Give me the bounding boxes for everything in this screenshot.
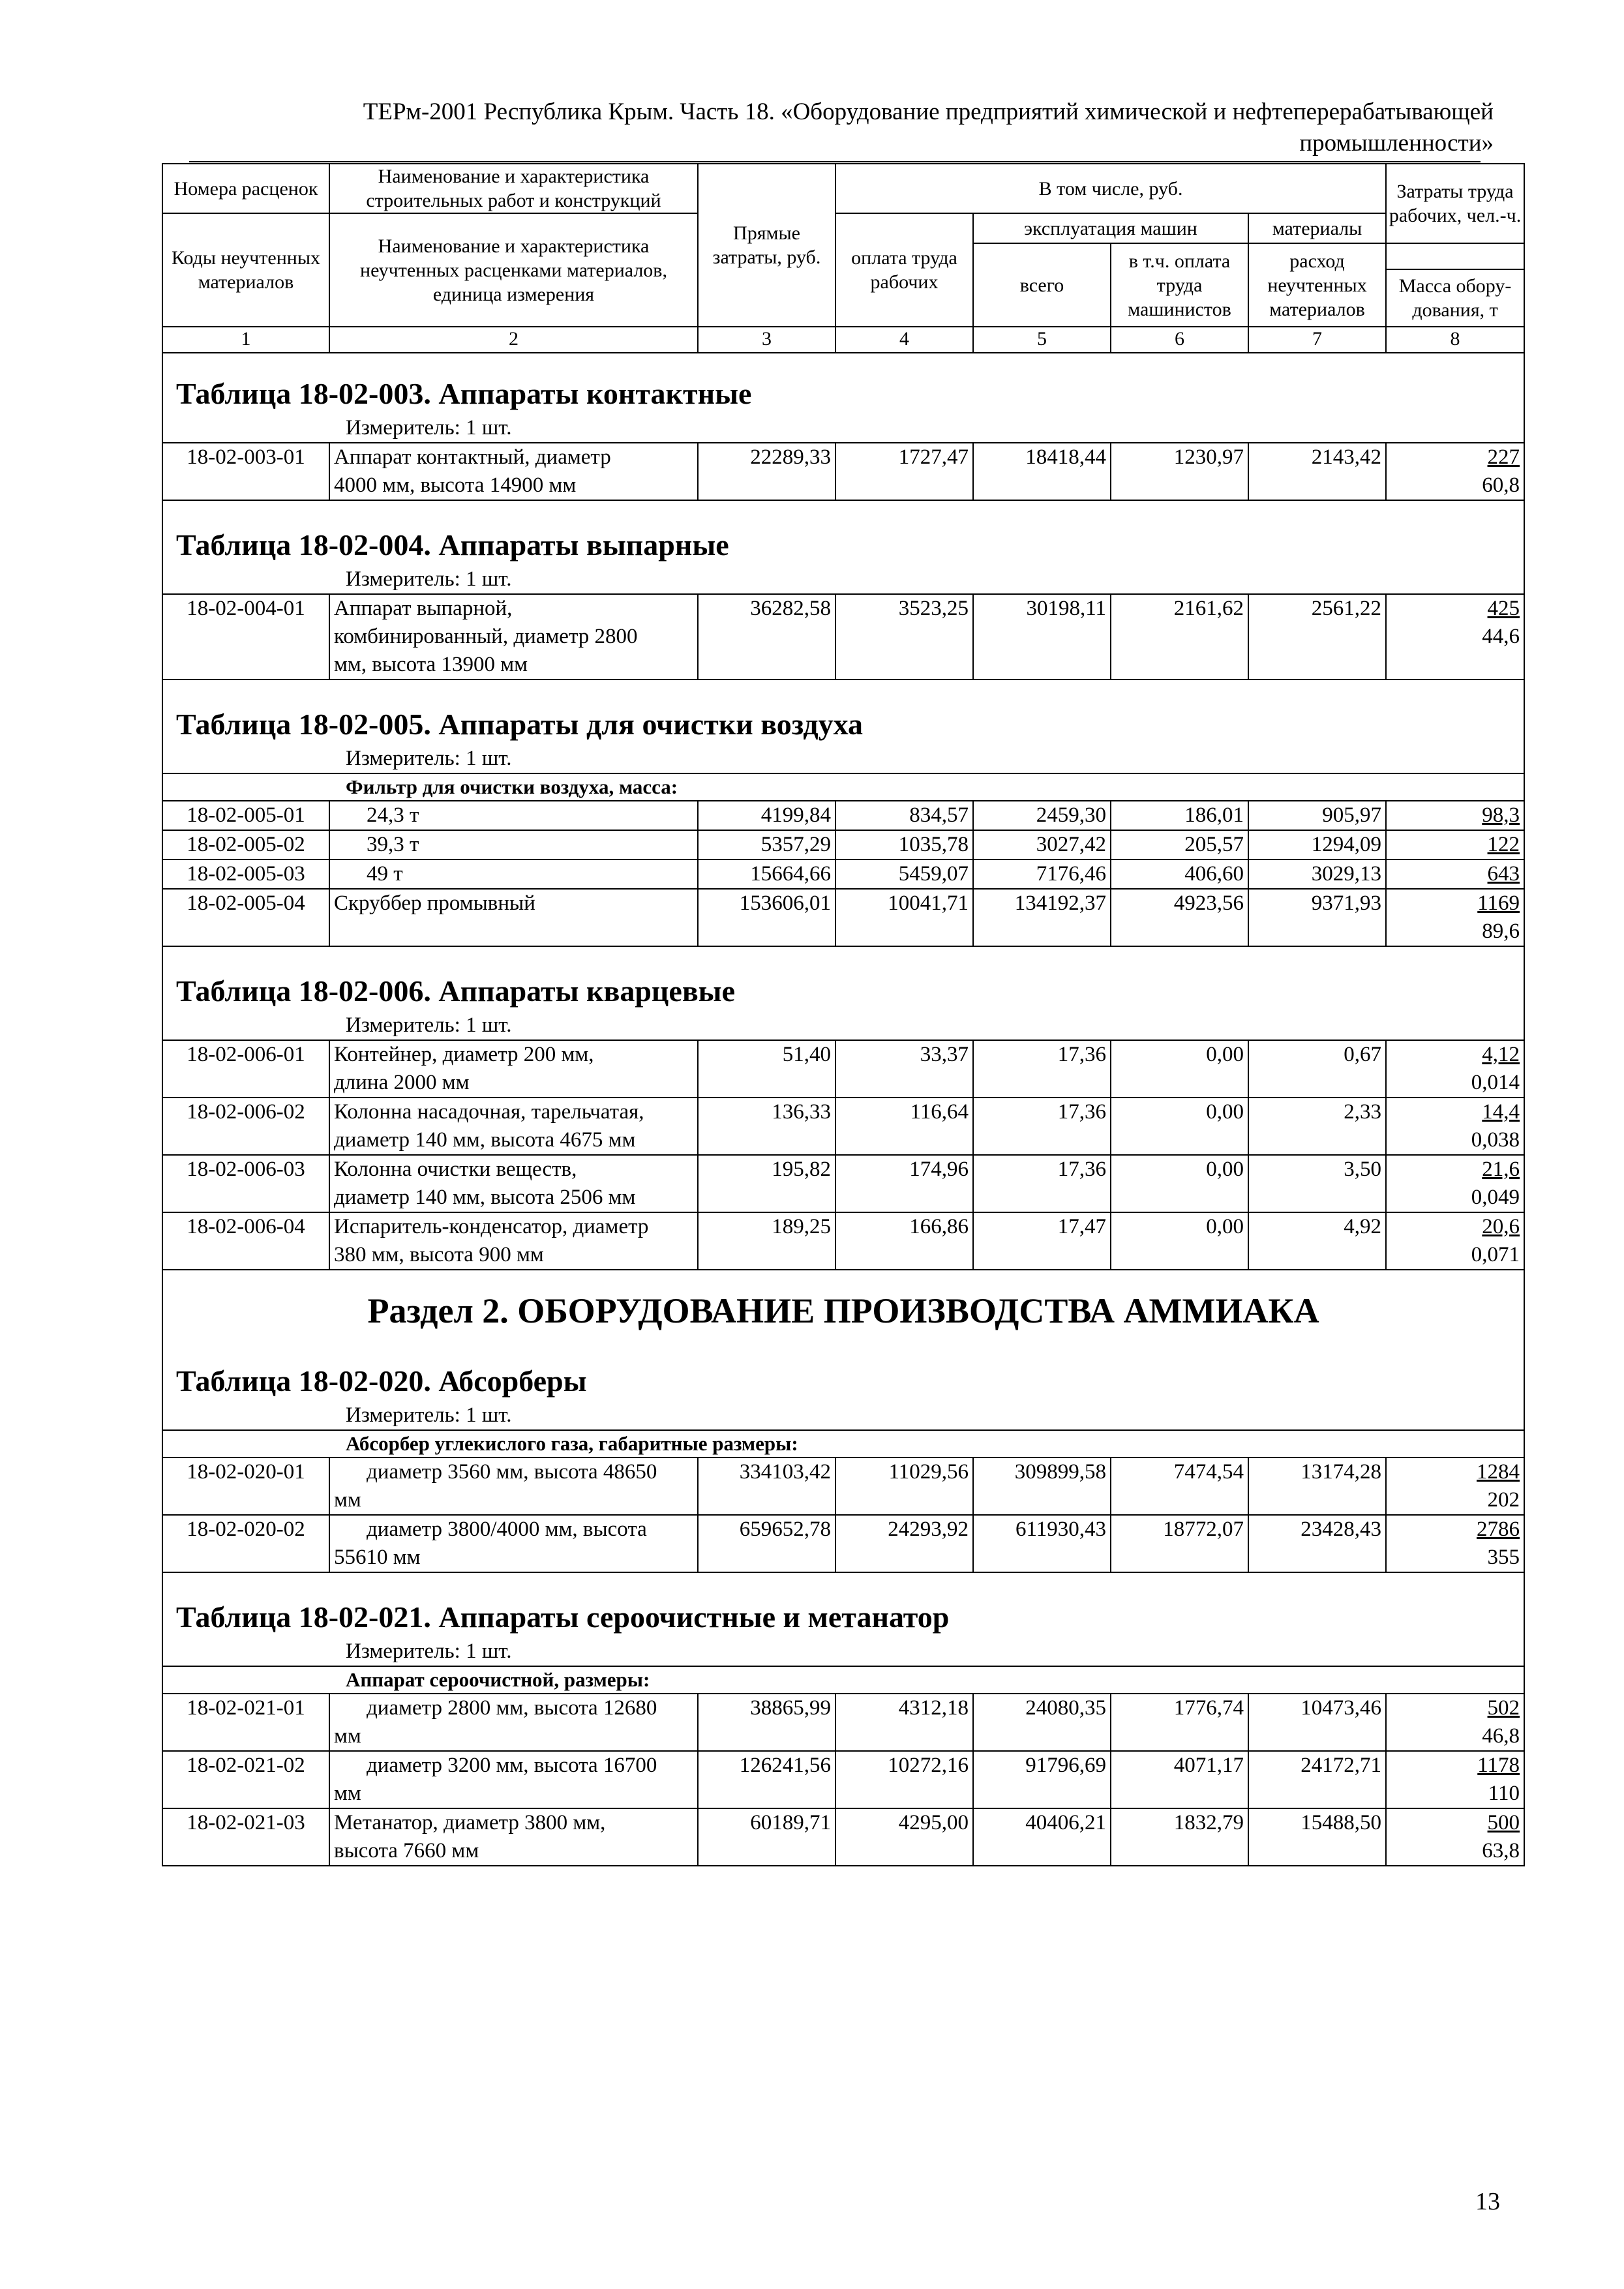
rate-name [329,889,698,946]
rate-name-line: Аппарат контактный, диаметр [334,445,611,469]
value-c5: 91796,69 [973,1751,1111,1808]
value-c5: 134192,37 [973,889,1111,946]
column-number: 8 [1386,327,1524,353]
rate-name-line: длина 2000 мм [334,1071,470,1094]
measure-label: Измеритель: 1 шт. [162,745,1524,773]
table-row [162,594,1524,680]
equipment-mass: 46,8 [1482,1724,1520,1748]
labor-mass-cell [1386,1155,1524,1212]
rate-name-line: 380 мм, высота 900 мм [334,1243,544,1266]
table-title-row [162,376,1524,415]
labor-mass-cell [1386,1040,1524,1098]
labor-cost-value: 20,6 [1482,1215,1520,1238]
value-c5: 24080,35 [973,1694,1111,1751]
rate-name-line: 49 т [367,862,403,886]
rate-name-line: диаметр 140 мм, высота 4675 мм [334,1128,636,1152]
value-c5: 30198,11 [973,594,1111,680]
running-header-line-1: ТЕРм-2001 Республика Крым. Часть 18. «Оборудование предприятий химической и нефтеперерабатывающей [363,98,1494,125]
value-c7: 905,97 [1248,801,1386,830]
spacer-row [162,1337,1524,1363]
rate-name-line: Колонна очистки веществ, [334,1158,577,1181]
rate-name-line: мм, высота 13900 мм [334,653,528,676]
equipment-mass: 202 [1487,1488,1520,1512]
value-c7: 13174,28 [1248,1458,1386,1515]
column-number: 3 [698,327,835,353]
equipment-mass: 110 [1488,1782,1520,1805]
measure-label: Измеритель: 1 шт. [162,1402,1524,1430]
labor-cost [1391,1458,1520,1486]
labor-mass-cell [1386,1515,1524,1572]
spacer-row [162,1572,1524,1599]
value-c7: 2143,42 [1248,443,1386,500]
rate-code: 18-02-006-03 [162,1155,329,1212]
section-title-row [162,1290,1524,1337]
value-c4: 3523,25 [835,594,973,680]
value-c4: 4295,00 [835,1808,973,1866]
table-title-row [162,527,1524,566]
labor-cost-value: 122 [1487,833,1520,856]
value-c5: 17,47 [973,1212,1111,1270]
labor-mass-cell [1386,860,1524,889]
column-number: 4 [835,327,973,353]
labor-cost-value: 1284 [1477,1460,1520,1484]
value-c3: 38865,99 [698,1694,835,1751]
rate-name [329,1155,698,1212]
labor-cost [1391,860,1520,888]
labor-mass-cell [1386,443,1524,500]
col8-header-top-cont [1386,243,1524,269]
table-row [162,1212,1524,1270]
labor-mass-cell [1386,1808,1524,1866]
rate-code: 18-02-004-01 [162,594,329,680]
table-title: Таблица 18-02-004. Аппараты выпарные [162,527,1524,566]
rate-code: 18-02-020-02 [162,1515,329,1572]
value-c6: 0,00 [1111,1155,1248,1212]
value-c3: 334103,42 [698,1458,835,1515]
value-c4: 10272,16 [835,1751,973,1808]
col8-header-bottom: Масса обору-дования, т [1386,269,1524,327]
rate-name-line: Аппарат выпарной, [334,597,513,620]
value-c6: 7474,54 [1111,1458,1248,1515]
labor-mass-cell [1386,1751,1524,1808]
labor-cost [1391,1516,1520,1544]
labor-mass-cell [1386,801,1524,830]
group-heading: Абсорбер углекислого газа, габаритные размеры: [162,1430,1524,1458]
value-c3: 36282,58 [698,594,835,680]
col2-header-top: Наименование и характеристика строительных работ и конструкций [329,164,698,213]
materials-header: материалы [1248,213,1386,243]
value-c6: 18772,07 [1111,1515,1248,1572]
table-title: Таблица 18-02-003. Аппараты контактные [162,376,1524,415]
rate-name [329,1458,698,1515]
table-row [162,889,1524,946]
equipment-mass: 0,014 [1471,1071,1520,1094]
value-c5: 40406,21 [973,1808,1111,1866]
value-c3: 126241,56 [698,1751,835,1808]
table-row [162,1155,1524,1212]
value-c6: 1832,79 [1111,1808,1248,1866]
rate-name-line: диаметр 3800/4000 мм, высота [367,1518,647,1541]
measure-row [162,1012,1524,1040]
group-heading: Фильтр для очистки воздуха, масса: [162,773,1524,801]
rate-code: 18-02-021-03 [162,1808,329,1866]
rate-name-line: Колонна насадочная, тарельчатая, [334,1100,644,1124]
rate-name [329,1808,698,1866]
value-c6: 1230,97 [1111,443,1248,500]
value-c5: 3027,42 [973,830,1111,860]
rate-code: 18-02-006-01 [162,1040,329,1098]
labor-mass-cell [1386,889,1524,946]
running-header-line-2: промышленности» [1299,130,1494,157]
group-heading: Аппарат сероочистной, размеры: [162,1666,1524,1694]
measure-row [162,566,1524,594]
value-c5: 17,36 [973,1098,1111,1155]
rates-table [162,163,1525,1866]
value-c6: 1776,74 [1111,1694,1248,1751]
value-c3: 15664,66 [698,860,835,889]
value-c5: 17,36 [973,1155,1111,1212]
equipment-mass: 60,8 [1482,473,1520,497]
value-c7: 3,50 [1248,1155,1386,1212]
value-c7: 4,92 [1248,1212,1386,1270]
labor-cost-value: 14,4 [1482,1100,1520,1124]
rate-name [329,1694,698,1751]
labor-cost [1391,1213,1520,1241]
rate-name [329,1212,698,1270]
labor-cost [1391,1809,1520,1837]
value-c7: 2561,22 [1248,594,1386,680]
value-c6: 205,57 [1111,830,1248,860]
value-c7: 2,33 [1248,1098,1386,1155]
rate-name [329,801,698,830]
value-c4: 10041,71 [835,889,973,946]
rate-name-line: диаметр 2800 мм, высота 12680 [367,1696,657,1720]
table-row [162,1458,1524,1515]
rate-name [329,830,698,860]
table-title: Таблица 18-02-006. Аппараты кварцевые [162,973,1524,1012]
rate-name [329,443,698,500]
value-c7: 3029,13 [1248,860,1386,889]
labor-cost-value: 4,12 [1482,1043,1520,1066]
table-title: Таблица 18-02-005. Аппараты для очистки воздуха [162,706,1524,745]
table-body [162,353,1524,1866]
value-c3: 22289,33 [698,443,835,500]
labor-cost [1391,831,1520,859]
value-c6: 0,00 [1111,1098,1248,1155]
labor-cost [1391,1041,1520,1069]
section-title: Раздел 2. ОБОРУДОВАНИЕ ПРОИЗВОДСТВА АММИАКА [162,1290,1524,1337]
col3-header: Прямые затраты, руб. [698,164,835,327]
table-row [162,1751,1524,1808]
table-row [162,1694,1524,1751]
equipment-mass: 44,6 [1482,625,1520,648]
spacer-row [162,680,1524,706]
labor-mass-cell [1386,1212,1524,1270]
rate-name-line: мм [334,1488,361,1512]
value-c4: 24293,92 [835,1515,973,1572]
col6-header: в т.ч. оплата труда машинистов [1111,243,1248,327]
rate-name [329,1098,698,1155]
labor-mass-cell [1386,1098,1524,1155]
table-row [162,1515,1524,1572]
value-c5: 611930,43 [973,1515,1111,1572]
column-number: 6 [1111,327,1248,353]
value-c3: 51,40 [698,1040,835,1098]
labor-cost-value: 425 [1487,597,1520,620]
value-c5: 2459,30 [973,801,1111,830]
rate-name [329,594,698,680]
value-c4: 5459,07 [835,860,973,889]
value-c3: 60189,71 [698,1808,835,1866]
labor-cost [1391,443,1520,471]
table-title: Таблица 18-02-021. Аппараты сероочистные и метанатор [162,1599,1524,1638]
equipment-mass: 0,071 [1471,1243,1520,1266]
rate-name-line: диаметр 140 мм, высота 2506 мм [334,1186,636,1209]
rate-name-line: Скруббер промывный [334,891,535,915]
value-c4: 166,86 [835,1212,973,1270]
table-title: Таблица 18-02-020. Абсорберы [162,1363,1524,1402]
value-c5: 17,36 [973,1040,1111,1098]
column-number: 2 [329,327,698,353]
labor-mass-cell [1386,830,1524,860]
equipment-mass: 0,038 [1471,1128,1520,1152]
measure-label: Измеритель: 1 шт. [162,1012,1524,1040]
table-title-row [162,1363,1524,1402]
table-row [162,1098,1524,1155]
measure-row [162,1402,1524,1430]
value-c4: 174,96 [835,1155,973,1212]
column-number: 5 [973,327,1111,353]
measure-row [162,415,1524,443]
measure-row [162,745,1524,773]
value-c7: 1294,09 [1248,830,1386,860]
value-c7: 0,67 [1248,1040,1386,1098]
labor-cost [1391,595,1520,623]
spacer-row [162,353,1524,376]
labor-cost [1391,1156,1520,1184]
rate-code: 18-02-005-04 [162,889,329,946]
group-heading-row [162,1666,1524,1694]
group-heading-row [162,773,1524,801]
rate-name-line: диаметр 3200 мм, высота 16700 [367,1754,657,1777]
table-title-row [162,706,1524,745]
labor-cost [1391,801,1520,830]
column-numbers-row [162,327,1524,353]
labor-mass-cell [1386,594,1524,680]
col4-header: оплата труда рабочих [835,213,973,327]
value-c7: 9371,93 [1248,889,1386,946]
col1-header-top: Номера расценок [162,164,329,213]
value-c3: 195,82 [698,1155,835,1212]
rate-name-line: Контейнер, диаметр 200 мм, [334,1043,594,1066]
table-row [162,860,1524,889]
column-number: 1 [162,327,329,353]
value-c6: 0,00 [1111,1212,1248,1270]
labor-cost-value: 227 [1487,445,1520,469]
rate-name [329,1040,698,1098]
value-c6: 4071,17 [1111,1751,1248,1808]
rate-name-line: 4000 мм, высота 14900 мм [334,473,577,497]
rate-name-line: 39,3 т [367,833,419,856]
measure-label: Измеритель: 1 шт. [162,566,1524,594]
value-c5: 7176,46 [973,860,1111,889]
equipment-mass: 89,6 [1482,920,1520,943]
rate-name-line: высота 7660 мм [334,1839,479,1863]
col7-header: расход неучтенных материалов [1248,243,1386,327]
rate-code: 18-02-005-02 [162,830,329,860]
value-c3: 136,33 [698,1098,835,1155]
value-c3: 153606,01 [698,889,835,946]
col2-header-bottom: Наименование и характеристика неучтенных расценками материалов, единица измерения [329,213,698,327]
labor-cost-value: 502 [1487,1696,1520,1720]
col1-header-bottom: Коды неучтенных материалов [162,213,329,327]
equipment-mass: 63,8 [1482,1839,1520,1863]
incl-header: В том числе, руб. [835,164,1386,213]
labor-cost [1391,890,1520,918]
equipment-mass: 0,049 [1471,1186,1520,1209]
value-c4: 116,64 [835,1098,973,1155]
labor-cost-value: 1178 [1477,1754,1520,1777]
rate-name-line: мм [334,1782,361,1805]
value-c7: 24172,71 [1248,1751,1386,1808]
rate-name-line: комбинированный, диаметр 2800 [334,625,638,648]
header-rule [189,161,1481,162]
value-c6: 4923,56 [1111,889,1248,946]
group-heading-row [162,1430,1524,1458]
value-c6: 406,60 [1111,860,1248,889]
labor-cost-value: 1169 [1477,891,1520,915]
table-row [162,443,1524,500]
spacer-row [162,946,1524,973]
value-c7: 10473,46 [1248,1694,1386,1751]
page-number: 13 [1475,2188,1500,2215]
table-title-row [162,1599,1524,1638]
column-number: 7 [1248,327,1386,353]
rate-name [329,1751,698,1808]
value-c4: 1727,47 [835,443,973,500]
rate-code: 18-02-005-01 [162,801,329,830]
rate-name [329,1515,698,1572]
value-c4: 1035,78 [835,830,973,860]
labor-cost-value: 500 [1487,1811,1520,1834]
rate-name-line: Метанатор, диаметр 3800 мм, [334,1811,606,1834]
labor-cost [1391,1694,1520,1722]
labor-cost-value: 98,3 [1482,803,1520,827]
rate-name [329,860,698,889]
rate-code: 18-02-021-02 [162,1751,329,1808]
value-c3: 4199,84 [698,801,835,830]
labor-mass-cell [1386,1458,1524,1515]
value-c4: 834,57 [835,801,973,830]
rate-code: 18-02-003-01 [162,443,329,500]
rate-name-line: 24,3 т [367,803,419,827]
measure-row [162,1638,1524,1666]
rate-code: 18-02-020-01 [162,1458,329,1515]
spacer-row [162,1270,1524,1290]
spacer-row [162,500,1524,527]
col8-header-top: Затраты труда рабочих, чел.-ч. [1386,164,1524,243]
rate-code: 18-02-021-01 [162,1694,329,1751]
value-c3: 189,25 [698,1212,835,1270]
value-c5: 18418,44 [973,443,1111,500]
labor-cost [1391,1752,1520,1780]
labor-cost [1391,1098,1520,1126]
rate-name-line: Испаритель-конденсатор, диаметр [334,1215,649,1238]
equipment-mass: 355 [1487,1546,1520,1569]
value-c4: 33,37 [835,1040,973,1098]
value-c5: 309899,58 [973,1458,1111,1515]
machines-header: эксплуатация машин [973,213,1248,243]
col5-header: всего [973,243,1111,327]
measure-label: Измеритель: 1 шт. [162,415,1524,443]
rate-code: 18-02-005-03 [162,860,329,889]
value-c3: 659652,78 [698,1515,835,1572]
rate-name-line: мм [334,1724,361,1748]
table-row [162,1040,1524,1098]
table-row [162,1808,1524,1866]
labor-cost-value: 21,6 [1482,1158,1520,1181]
labor-cost-value: 643 [1487,862,1520,886]
value-c6: 186,01 [1111,801,1248,830]
table-row [162,830,1524,860]
value-c3: 5357,29 [698,830,835,860]
value-c6: 0,00 [1111,1040,1248,1098]
rate-code: 18-02-006-04 [162,1212,329,1270]
table-row [162,801,1524,830]
rate-name-line: диаметр 3560 мм, высота 48650 [367,1460,657,1484]
labor-cost-value: 2786 [1477,1518,1520,1541]
rate-code: 18-02-006-02 [162,1098,329,1155]
measure-label: Измеритель: 1 шт. [162,1638,1524,1666]
value-c4: 4312,18 [835,1694,973,1751]
rate-name-line: 55610 мм [334,1546,421,1569]
value-c7: 23428,43 [1248,1515,1386,1572]
value-c4: 11029,56 [835,1458,973,1515]
value-c6: 2161,62 [1111,594,1248,680]
labor-mass-cell [1386,1694,1524,1751]
value-c7: 15488,50 [1248,1808,1386,1866]
table-title-row [162,973,1524,1012]
